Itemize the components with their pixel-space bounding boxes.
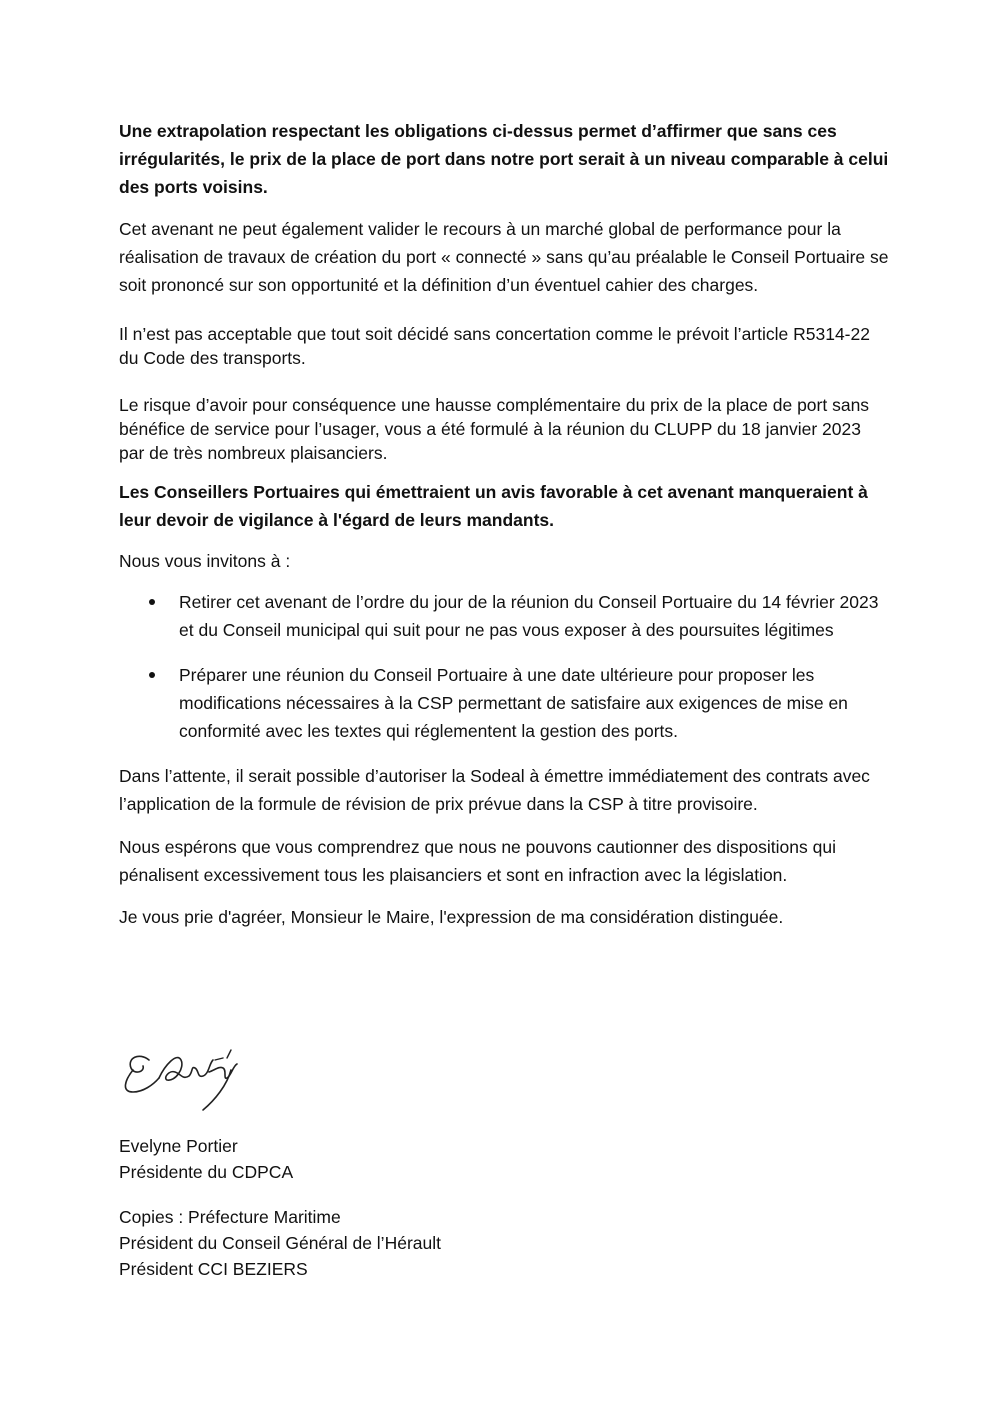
handwritten-signature bbox=[119, 1030, 249, 1115]
request-list bbox=[119, 588, 889, 745]
invite-intro: Nous vous invitons à : bbox=[119, 551, 291, 571]
copies-line: Président CCI BEZIERS bbox=[119, 1259, 308, 1279]
paragraph-attente: Dans l’attente, il serait possible d’autoriser la Sodeal à émettre immédiatement des contrats avec l’application de la formule de révision de prix prévue dans la CSP à titre provisoire. bbox=[119, 766, 870, 814]
closing-formula: Je vous prie d'agréer, Monsieur le Maire, l'expression de ma considération distinguée. bbox=[119, 907, 784, 927]
paragraph-concertation: Il n’est pas acceptable que tout soit décidé sans concertation comme le prévoit l’article R5314-22 du Code des transports. bbox=[119, 324, 870, 368]
paragraph-risque: Le risque d’avoir pour conséquence une hausse complémentaire du prix de la place de port sans bénéfice de service pour l’usager, vous a été formulé à la réunion du CLUPP du 18 janvier 2023 par de très nombreux plaisanciers. bbox=[119, 395, 870, 463]
bullet-icon bbox=[149, 672, 155, 678]
list-item-text: Retirer cet avenant de l’ordre du jour de la réunion du Conseil Portuaire du 14 février 2023 et du Conseil municipal qui suit pour ne pas vous exposer à des poursuites légitimes bbox=[179, 592, 879, 640]
copies-block bbox=[119, 1204, 441, 1282]
paragraph-esperons: Nous espérons que vous comprendrez que nous ne pouvons cautionner des dispositions qui pénalisent excessivement tous les plaisanciers et sont en infraction avec la législation. bbox=[119, 837, 836, 885]
list-item bbox=[119, 588, 889, 644]
list-item bbox=[119, 661, 889, 745]
copies-line: Président du Conseil Général de l’Hérault bbox=[119, 1233, 441, 1253]
letter-body bbox=[119, 117, 889, 931]
bullet-icon bbox=[149, 599, 155, 605]
paragraph-extrapolation: Une extrapolation respectant les obligations ci-dessus permet d’affirmer que sans ces irrégularités, le prix de la place de port dans notre port serait à un niveau comparable à celui des ports voisins. bbox=[119, 121, 889, 197]
list-item-text: Préparer une réunion du Conseil Portuaire à une date ultérieure pour proposer les modifications nécessaires à la CSP permettant de satisfaire aux exigences de mise en conformité avec les textes qui réglementent la gestion des ports. bbox=[179, 665, 848, 741]
signature-block bbox=[119, 1133, 293, 1185]
copies-line: Copies : Préfecture Maritime bbox=[119, 1207, 341, 1227]
paragraph-avenant-marche: Cet avenant ne peut également valider le recours à un marché global de performance pour la réalisation de travaux de création du port « connecté » sans qu’au préalable le Conseil Portuaire se soit prononcé sur son opportunité et la définition d’un éventuel cahier des charges. bbox=[119, 219, 889, 295]
signer-name: Evelyne Portier bbox=[119, 1136, 238, 1156]
signer-title: Présidente du CDPCA bbox=[119, 1162, 294, 1182]
paragraph-conseillers: Les Conseillers Portuaires qui émettraient un avis favorable à cet avenant manqueraient à leur devoir de vigilance à l'égard de leurs mandants. bbox=[119, 482, 868, 530]
